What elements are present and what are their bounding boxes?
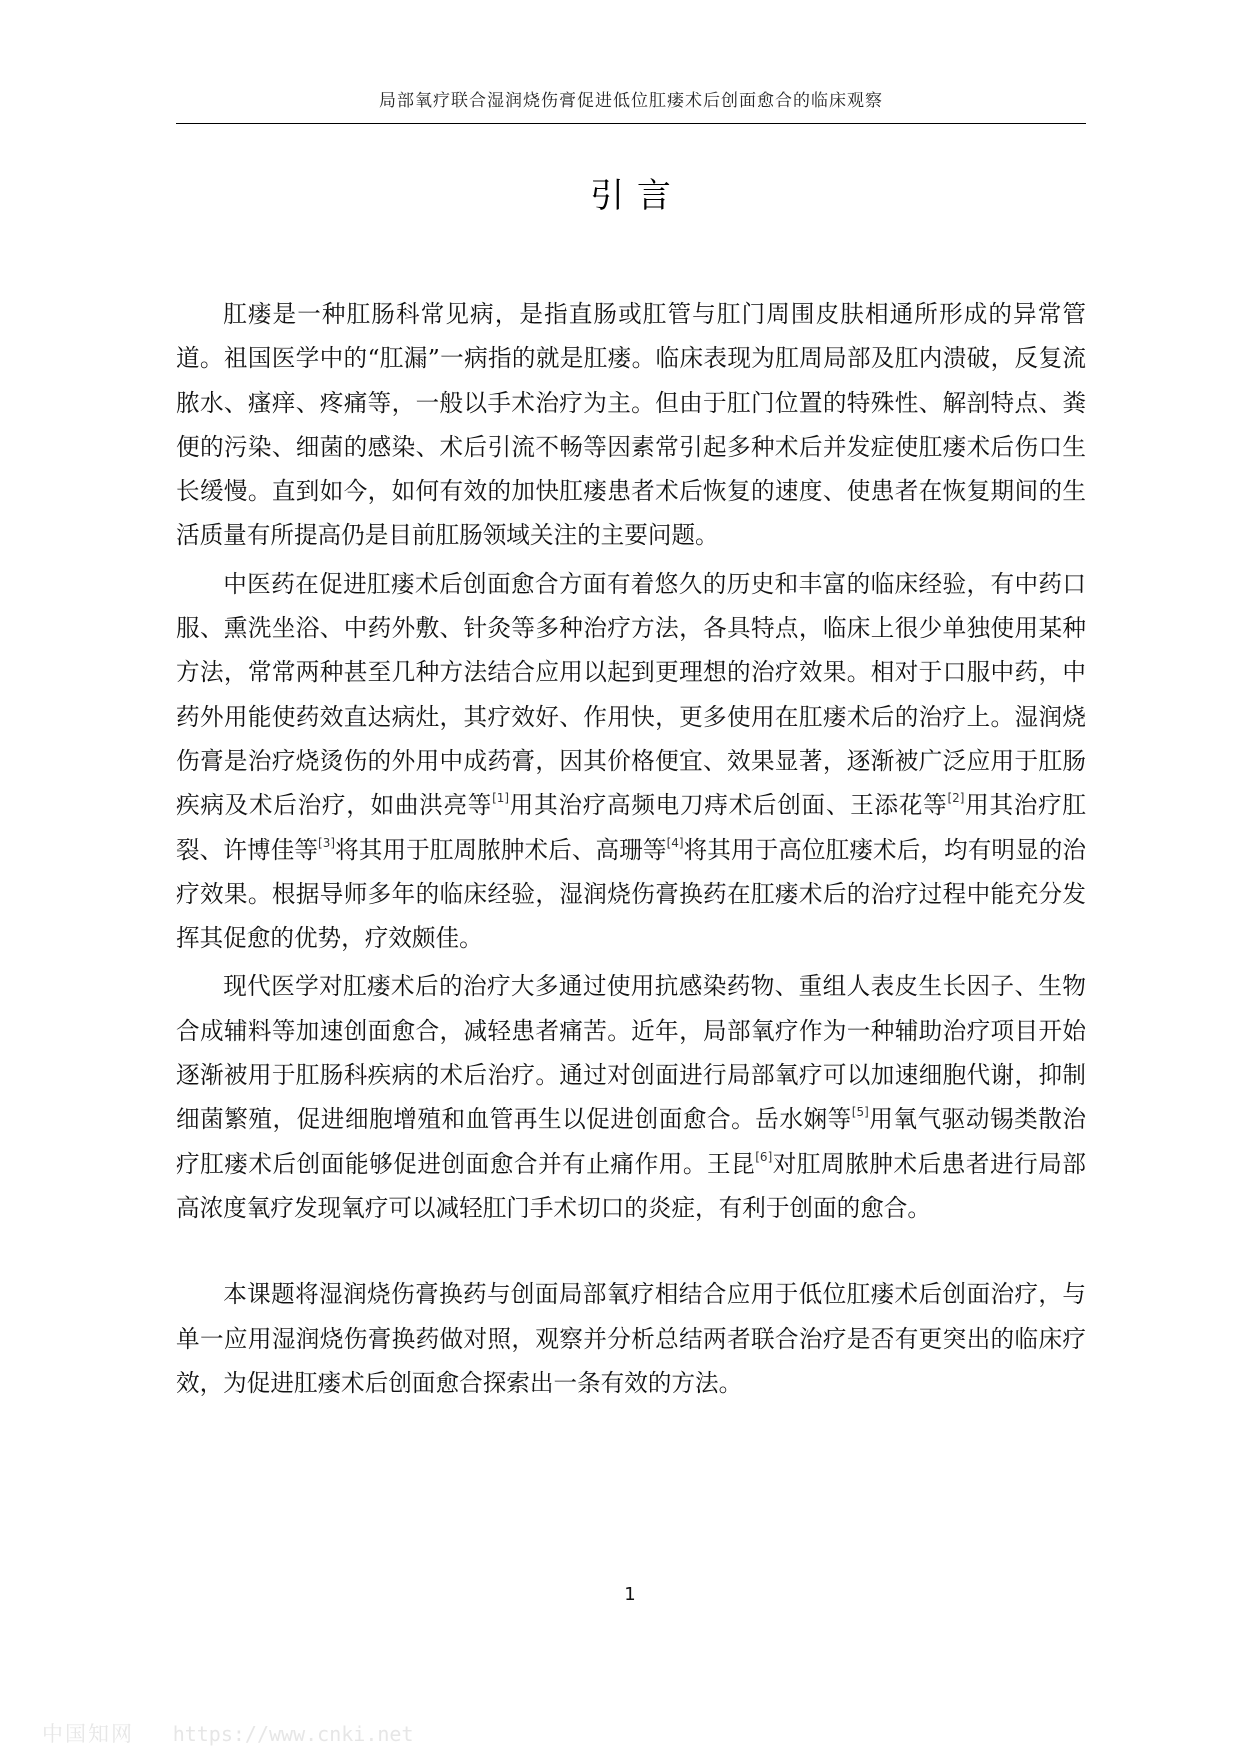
page-number: 1 <box>624 1584 636 1605</box>
paragraph-text: 将其用于高位肛瘘术后，均有明显的治疗效果。根据导师多年的临床经验，湿润烧伤膏换药在肛瘘术后的治疗过程中能充分发挥其促愈的优势，疗效颇佳。 <box>176 835 1087 953</box>
paragraph-text: 现代医学对肛瘘术后的治疗大多通过使用抗感染药物、重组人表皮生长因子、生物合成辅料等加速创面愈合，减轻患者痛苦。近年，局部氧疗作为一种辅助治疗项目开始逐渐被用于肛肠科疾病的术后治疗。通过对创面进行局部氧疗可以加速细胞代谢，抑制细菌繁殖，促进细胞增殖和血管再生以促进创面愈合。岳水娴等 <box>176 972 1086 1134</box>
paragraph <box>176 964 1086 1230</box>
watermark-url: https://www.cnki.net <box>172 1722 414 1746</box>
paragraph <box>176 292 1086 558</box>
citation-ref: [3] <box>318 835 336 850</box>
citation-ref: [4] <box>666 835 684 850</box>
citation-ref: [2] <box>947 791 965 806</box>
paragraph-text: 本课题将湿润烧伤膏换药与创面局部氧疗相结合应用于低位肛瘘术后创面治疗，与单一应用湿润烧伤膏换药做对照，观察并分析总结两者联合治疗是否有更突出的临床疗效，为促进肛瘘术后创面愈合探索出一条有效的方法。 <box>176 1280 1086 1397</box>
paragraph-text: 肛瘘是一种肛肠科常见病，是指直肠或肛管与肛门周围皮肤相通所形成的异常管道。祖国医学中的“肛漏”一病指的就是肛瘘。临床表现为肛周局部及肛内溃破，反复流脓水、瘙痒、疼痛等，一般以手术治疗为主。但由于肛门位置的特殊性、解剖特点、粪便的污染、细菌的感染、术后引流不畅等因素常引起多种术后并发症使肛瘘术后伤口生长缓慢。直到如今，如何有效的加快肛瘘患者术后恢复的速度、使患者在恢复期间的生活质量有所提高仍是目前肛肠领域关注的主要问题。 <box>176 300 1086 550</box>
paragraph-text: 对肛周脓肿术后患者进行局部高浓度氧疗发现氧疗可以减轻肛门手术切口的炎症，有利于创面的愈合。 <box>176 1149 1087 1222</box>
paragraph-text: 用氧气驱动锡类散治疗肛瘘术后创面能够促进创面愈合并有止痛作用。王昆 <box>176 1105 1086 1178</box>
citation-ref: [6] <box>755 1149 773 1164</box>
paragraph <box>176 562 1086 961</box>
paragraph-text: 用其治疗高频电刀痔术后创面、王添花等 <box>509 791 948 820</box>
paragraph-text: 中医药在促进肛瘘术后创面愈合方面有着悠久的历史和丰富的临床经验，有中药口服、熏洗坐浴、中药外敷、针灸等多种治疗方法，各具特点，临床上很少单独使用某种方法，常常两种甚至几种方法结合应用以起到更理想的治疗效果。相对于口服中药，中药外用能使药效直达病灶，其疗效好、作用快，更多使用在肛瘘术后的治疗上。湿润烧伤膏是治疗烧烫伤的外用中成药膏，因其价格便宜、效果显著，逐渐被广泛应用于肛肠疾病及术后治疗，如曲洪亮等 <box>176 569 1086 820</box>
section-title: 引 言 <box>590 176 672 216</box>
running-header: 局部氧疗联合湿润烧伤膏促进低位肛瘘术后创面愈合的临床观察 <box>379 91 883 111</box>
watermark-brand: 中国知网 <box>42 1722 134 1746</box>
citation-ref: [1] <box>492 791 510 806</box>
paragraph-text: 将其用于肛周脓肿术后、高珊等 <box>335 835 667 864</box>
header-rule <box>176 123 1086 124</box>
body-text <box>176 292 1086 1409</box>
paragraph-text: 用其治疗肛裂、许博佳等 <box>176 791 1087 864</box>
watermark <box>42 1718 414 1748</box>
paragraph <box>176 1272 1086 1405</box>
citation-ref: [5] <box>851 1105 869 1120</box>
